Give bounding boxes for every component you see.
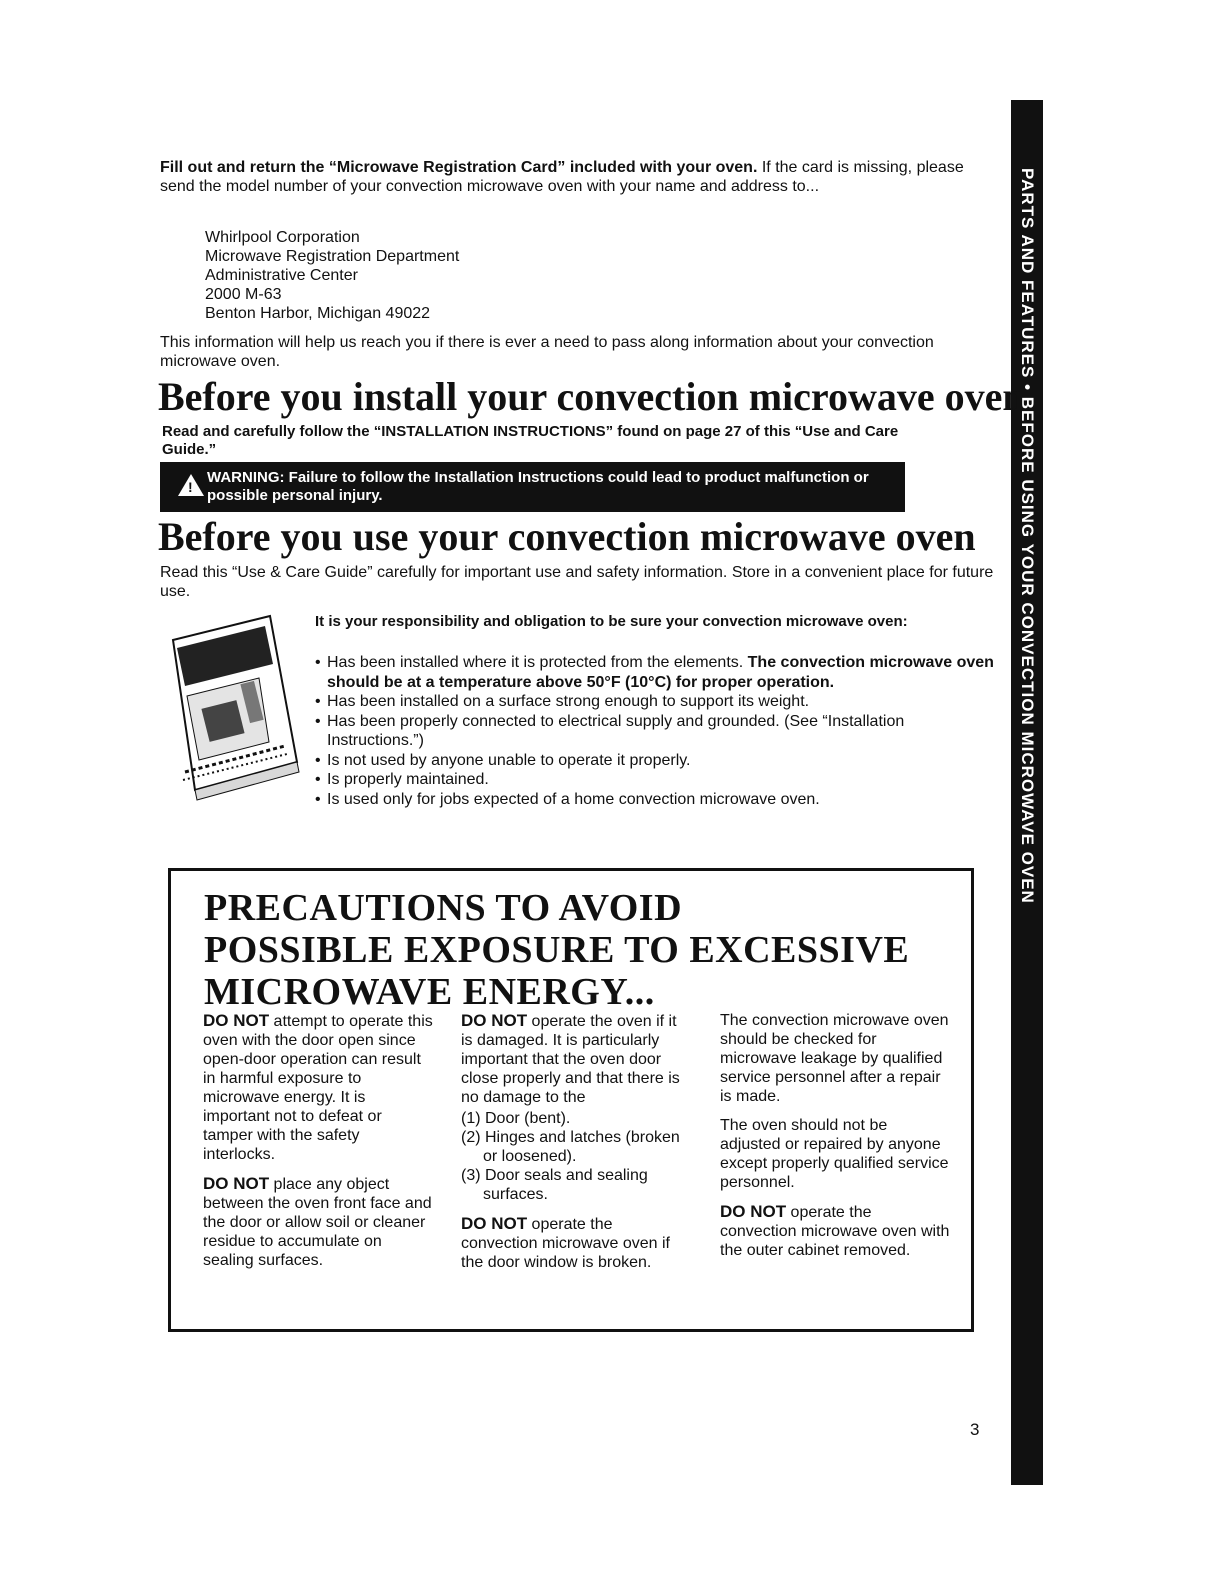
do-not-label: DO NOT — [203, 1011, 270, 1030]
list-item: • Has been installed on a surface strong enough to support its weight. — [315, 692, 1005, 712]
install-instruction: Read and carefully follow the “INSTALLATION INSTRUCTIONS” found on page 27 of this “Use and Care Guide.” — [162, 423, 899, 458]
list-item: • Is properly maintained. — [315, 770, 1005, 790]
responsibility-heading: It is your responsibility and obligation to be sure your convection microwave oven: — [315, 613, 908, 630]
do-not-label: DO NOT — [461, 1011, 528, 1030]
precautions-title: PRECAUTIONS TO AVOID POSSIBLE EXPOSURE TO EXCESSIVE MICROWAVE ENERGY... — [204, 887, 910, 1013]
address-line: Benton Harbor, Michigan 49022 — [205, 305, 431, 322]
address-line: Microwave Registration Department — [205, 248, 460, 265]
do-not-label: DO NOT — [461, 1214, 528, 1233]
mailing-address — [205, 228, 459, 323]
install-heading: Before you install your convection microwave oven — [158, 374, 1025, 419]
do-not-label: DO NOT — [720, 1202, 787, 1221]
damage-item: (2) Hinges and latches (broken or loosened). — [461, 1129, 680, 1165]
do-not-label: DO NOT — [203, 1174, 270, 1193]
warning-icon: ! — [178, 474, 204, 496]
precautions-column-2: DO NOT operate the oven if it is damaged. It is particularly important that the oven door close properly and that there is no damage to the (1) Door (bent). (2) Hinges and latches (broken or loosened). (3) Door seals and sealing surfaces. DO NOT operate the convection microwave oven if the door window is broken. — [461, 1011, 691, 1282]
address-line: Whirlpool Corporation — [205, 229, 360, 246]
precautions-column-1: DO NOT attempt to operate this oven with the door open since open-door operation can result in harmful exposure to microwave energy. It is important not to defeat or tamper with the safety interlocks. DO NOT place any object between the oven front face and the door or allow soil or cleaner residue to accumulate on sealing surfaces. — [203, 1011, 433, 1269]
side-tab-label: PARTS AND FEATURES • BEFORE USING YOUR CONVECTION MICROWAVE OVEN — [1018, 168, 1037, 904]
precautions-box — [168, 868, 974, 1332]
precautions-column-3: The convection microwave oven should be checked for microwave leakage by qualified service personnel after a repair is made. The oven should not be adjusted or repaired by anyone except properly qualified service personnel. DO NOT operate the convection microwave oven with the outer cabinet removed. — [720, 1012, 950, 1259]
registration-intro — [160, 158, 970, 196]
use-care-guide-illustration — [165, 612, 305, 802]
damage-item: (3) Door seals and sealing surfaces. — [461, 1167, 648, 1203]
side-section-tab — [1011, 100, 1043, 1485]
use-intro: Read this “Use & Care Guide” carefully for important use and safety information. Store in a convenient place for future use. — [160, 564, 994, 600]
registration-intro-text: If the card is missing, please send the model number of your convection microwave oven with your name and address to... — [160, 159, 964, 195]
responsibility-list — [315, 653, 1005, 809]
address-line: 2000 M-63 — [205, 286, 282, 303]
info-text: This information will help us reach you if there is ever a need to pass along information about your convection microwave oven. — [160, 334, 934, 370]
warning-banner — [160, 462, 905, 512]
address-line: Administrative Center — [205, 267, 358, 284]
list-item: • Has been properly connected to electrical supply and grounded. (See “Installation Instructions.”) — [315, 712, 1005, 751]
damage-item: (1) Door (bent). — [461, 1110, 571, 1127]
registration-intro-bold: Fill out and return the “Microwave Registration Card” included with your oven. — [160, 159, 758, 176]
warning-text: WARNING: Failure to follow the Installation Instructions could lead to product malfunction or possible personal injury. — [207, 469, 869, 504]
page-number: 3 — [970, 1420, 980, 1439]
use-heading: Before you use your convection microwave oven — [158, 514, 976, 559]
list-item: • Is used only for jobs expected of a home convection microwave oven. — [315, 790, 1005, 810]
list-item: • Is not used by anyone unable to operate it properly. — [315, 751, 1005, 771]
list-item: • Has been installed where it is protected from the elements. The convection microwave oven should be at a temperature above 50°F (10°C) for proper operation. — [315, 653, 1005, 692]
